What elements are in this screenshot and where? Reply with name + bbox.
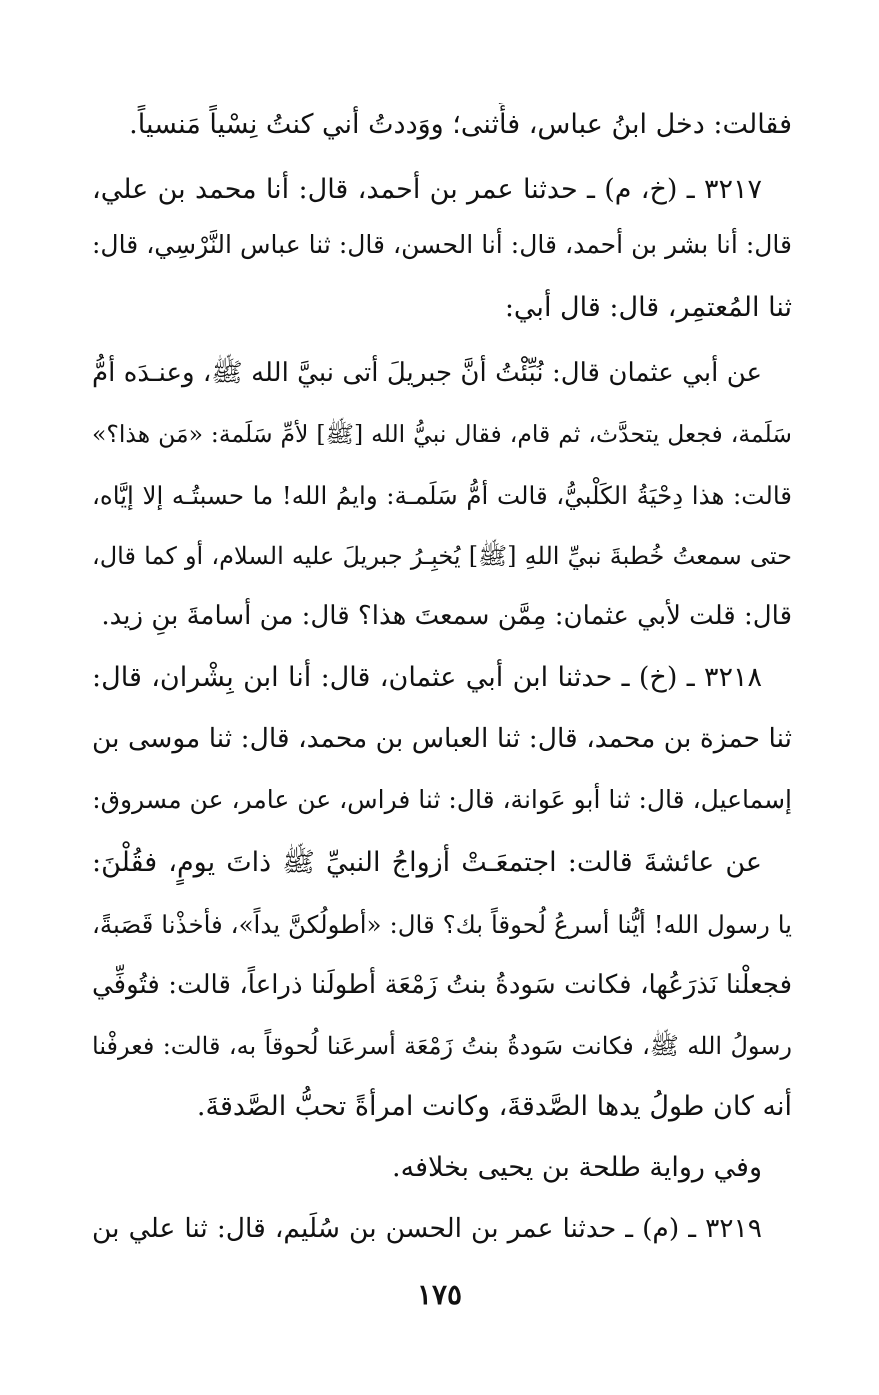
text-line: سَلَمة، فجعل يتحدَّث، ثم قام، فقال نبيُّ الله [ﷺ] لأمِّ سَلَمة: «مَن هذا؟» [92, 420, 792, 448]
text-line: عن أبي عثمان قال: نُبِّئْتُ أنَّ جبريلَ أتى نبيَّ الله ﷺ، وعنـدَه أمُّ [92, 358, 762, 388]
text-line: فقالت: دخل ابنُ عباس، فأَثنى؛ ووَددتُ أني كنتُ نِسْياً مَنسياً. [129, 109, 792, 140]
hadith-3217-heading: ٣٢١٧ ـ (خ، م) ـ حدثنا عمر بن أحمد، قال: أنا محمد بن علي، [92, 174, 762, 205]
text-line: قال: قلت لأبي عثمان: مِمَّن سمعتَ هذا؟ قال: من أسامةَ بنِ زيد. [101, 601, 792, 631]
text-line: أنه كان طولُ يدها الصَّدقةَ، وكانت امرأةً تحبُّ الصَّدقةَ. [196, 1091, 792, 1122]
hadith-3219-heading: ٣٢١٩ ـ (م) ـ حدثنا عمر بن الحسن بن سُلَيم، قال: ثنا علي بن [92, 1213, 762, 1244]
text-line: فجعلْنا نَذرَعُها، فكانت سَودةُ بنتُ زَمْعَة أطولَنا ذراعاً، قالت: فتُوفِّي [92, 970, 792, 1000]
page-number: ١٧٥ [416, 1278, 463, 1311]
hadith-3218-heading: ٣٢١٨ ـ (خ) ـ حدثنا ابن أبي عثمان، قال: أنا ابن بِشْران، قال: [92, 662, 762, 693]
text-line: ثنا حمزة بن محمد، قال: ثنا العباس بن محمد، قال: ثنا موسى بن [92, 723, 792, 754]
text-line: قالت: هذا دِحْيَةُ الكَلْبيُّ، قالت أمُّ سَلَمـة: وايمُ الله! ما حسبتُـه إلا إيَّاه، [92, 481, 792, 510]
text-line: وفي رواية طلحة بن يحيى بخلافه. [392, 1152, 762, 1183]
text-line: رسولُ الله ﷺ، فكانت سَودةُ بنتُ زَمْعَة أسرعَنا لُحوقاً به، قالت: فعرفْنا [92, 1032, 792, 1060]
text-line: ثنا المُعتمِر، قال: قال أبي: [504, 292, 792, 323]
text-line: حتى سمعتُ خُطبةَ نبيِّ اللهِ [ﷺ] يُخبِـرُ جبريلَ عليه السلام، أو كما قال، [92, 542, 792, 570]
text-line: عن عائشةَ قالت: اجتمعَـتْ أزواجُ النبيِّ ﷺ ذاتَ يومٍ، فقُلْنَ: [92, 847, 762, 878]
text-line: إسماعيل، قال: ثنا أبو عَوانة، قال: ثنا فراس، عن عامر، عن مسروق: [92, 785, 792, 814]
text-line: قال: أنا بشر بن أحمد، قال: أنا الحسن، قال: ثنا عباس النَّرْسِي، قال: [92, 230, 792, 259]
text-line: يا رسول الله! أيُّنا أسرعُ لُحوقاً بك؟ قال: «أطولُكنَّ يداً»، فأخذْنا قَصَبةً، [92, 910, 792, 939]
